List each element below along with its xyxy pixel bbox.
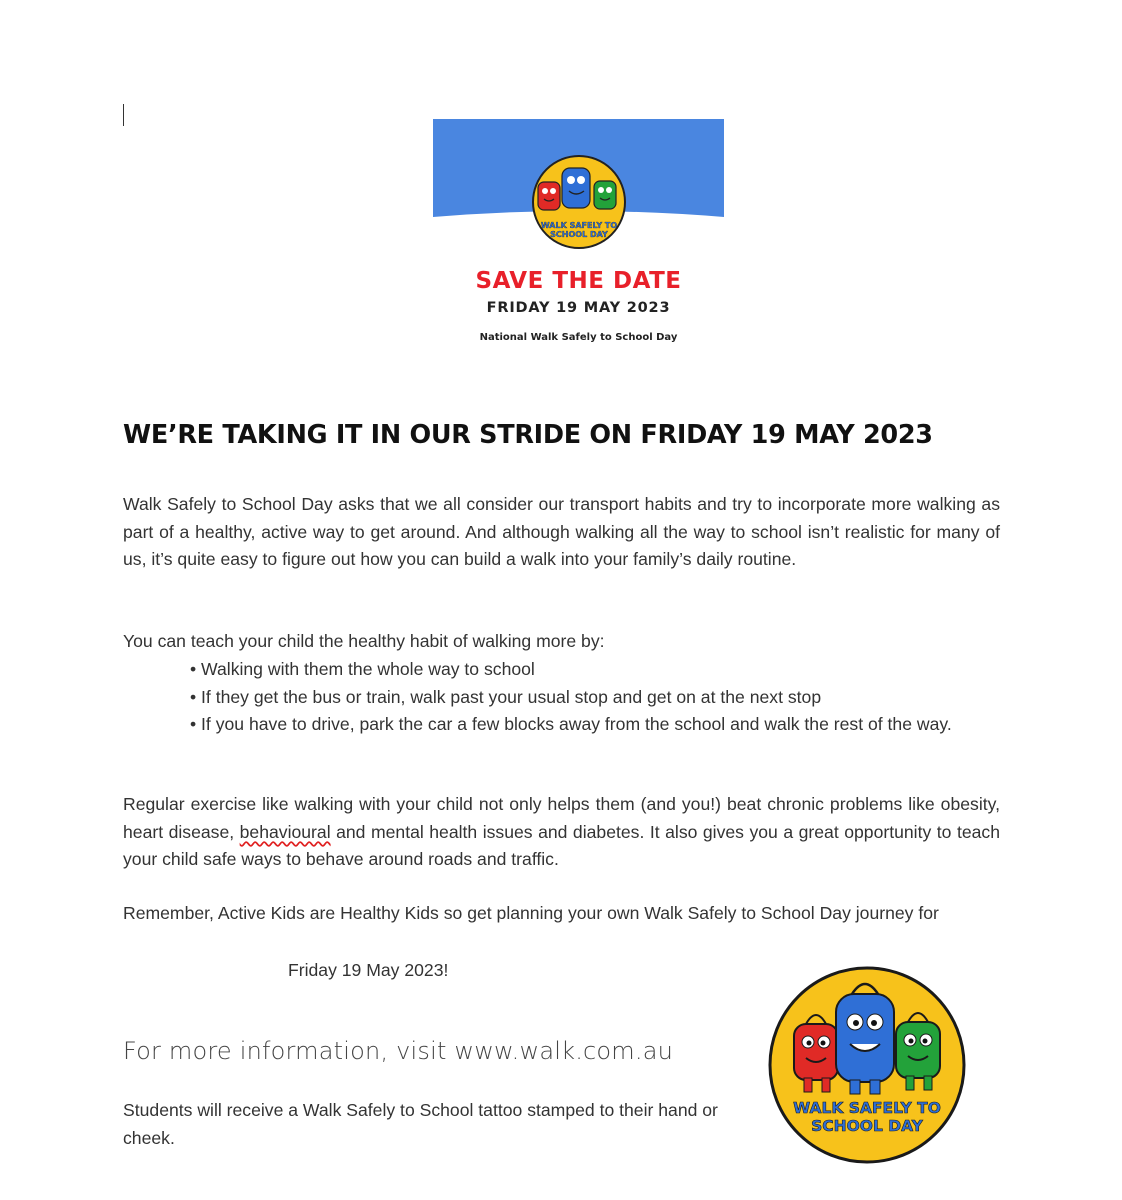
tips-list: [190, 656, 1000, 739]
page-heading: WE’RE TAKING IT IN OUR STRIDE ON FRIDAY 19 MAY 2023: [123, 420, 933, 450]
walk-safely-logo-large: [766, 966, 968, 1166]
students-note: Students will receive a Walk Safely to School tattoo stamped to their hand or cheek.: [123, 1100, 718, 1148]
logo-text-line2: SCHOOL DAY: [550, 230, 608, 239]
logo-large-text-line1: WALK SAFELY TO: [793, 1099, 941, 1117]
intro-paragraph: Walk Safely to School Day asks that we all consider our transport habits and try to incorporate more walking as part of a healthy, active way to get around. And although walking all the way to school isn’t realistic for many of us, it’s quite easy to figure out how you can build a walk into your family’s daily routine.: [123, 494, 1000, 569]
exercise-text-before: Regular exercise like walking with your child not only helps them (and you!) beat chronic problems like obesity, heart disease,: [123, 794, 1000, 842]
spellcheck-word[interactable]: behavioural: [239, 821, 331, 842]
list-item: • If you have to drive, park the car a few blocks away from the school and walk the rest of the way.: [190, 714, 952, 734]
exercise-paragraph: [123, 791, 1000, 874]
walk-safely-logo-small: [518, 148, 640, 258]
list-lead: You can teach your child the healthy habit of walking more by:: [123, 631, 605, 651]
exercise-text-after: and mental health issues and diabetes. It also gives you a great opportunity to teach your child safe ways to behave around roads and traffic.: [123, 821, 1000, 869]
text-cursor: [123, 104, 124, 126]
logo-text-line1: WALK SAFELY TO: [540, 221, 618, 230]
event-subtitle: National Walk Safely to School Day: [479, 332, 678, 343]
more-info-line: For more information, visit www.walk.com.au: [123, 1037, 674, 1065]
save-the-date: SAVE THE DATE: [475, 268, 682, 294]
list-item: • Walking with them the whole way to school: [190, 659, 535, 679]
remember-date: Friday 19 May 2023!: [288, 960, 449, 980]
logo-large-text-line2: SCHOOL DAY: [811, 1117, 923, 1135]
list-item: • If they get the bus or train, walk past your usual stop and get on at the next stop: [190, 686, 822, 707]
remember-paragraph: Remember, Active Kids are Healthy Kids so get planning your own Walk Safely to School Day journey for: [123, 903, 939, 923]
event-date: FRIDAY 19 MAY 2023: [486, 300, 671, 316]
